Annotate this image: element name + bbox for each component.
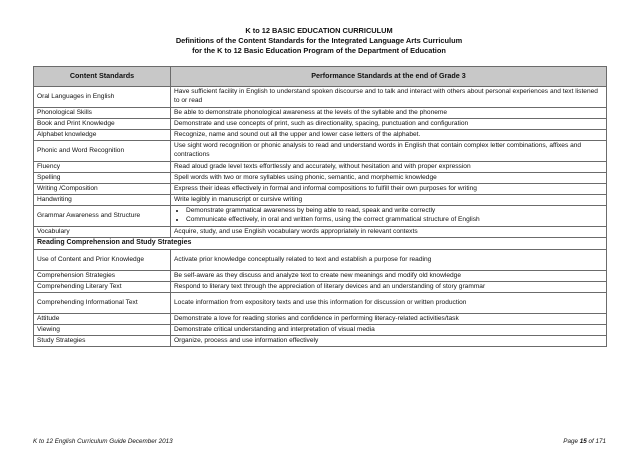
table-row <box>34 141 607 162</box>
standard-cell: Handwriting <box>34 195 171 206</box>
page-prefix: Page <box>563 438 578 445</box>
standard-cell: Writing /Composition <box>34 184 171 195</box>
header-subtitle-2: for the K to 12 Basic Education Program of the Department of Education <box>192 46 446 55</box>
standard-cell: Viewing <box>34 325 171 336</box>
table-row <box>34 227 607 238</box>
table-row <box>34 336 607 347</box>
bullet-item: • Communicate effectively, in oral and written forms, using the correct grammatical structure of English <box>186 216 603 225</box>
table-row <box>34 325 607 336</box>
table-row <box>34 293 607 314</box>
performance-cell: Demonstrate and use concepts of print, such as directionality, spacing, punctuation and configuration <box>171 119 607 130</box>
table-row <box>34 162 607 173</box>
performance-cell <box>171 206 607 227</box>
standard-cell: Alphabet knowledge <box>34 130 171 141</box>
table-row <box>34 282 607 293</box>
performance-cell: Demonstrate a love for reading stories and confidence in performing literacy-related activities/task <box>171 314 607 325</box>
standard-cell: Oral Languages in English <box>34 87 171 108</box>
performance-cell: Have sufficient facility in English to understand spoken discourse and to talk and interact with others about personal experiences and text listened to or read <box>171 87 607 108</box>
performance-cell: Write legibly in manuscript or cursive writing <box>171 195 607 206</box>
standard-cell: Fluency <box>34 162 171 173</box>
table-row <box>34 314 607 325</box>
table-row <box>34 130 607 141</box>
table-row <box>34 250 607 271</box>
performance-cell: Use sight word recognition or phonic analysis to read and understand words in English that contain complex letter combinations, affixes and contractions <box>171 141 607 162</box>
performance-cell: Demonstrate critical understanding and interpretation of visual media <box>171 325 607 336</box>
page-total: of 171 <box>588 438 606 445</box>
performance-cell: Be able to demonstrate phonological awareness at the levels of the syllable and the phoneme <box>171 108 607 119</box>
performance-cell: Read aloud grade level texts effortlessly and accurately, without hesitation and with proper expression <box>171 162 607 173</box>
standard-cell: Phonological Skills <box>34 108 171 119</box>
table-row <box>34 173 607 184</box>
page-current: 15 <box>579 438 587 445</box>
document-header <box>0 26 638 56</box>
standard-cell: Comprehending Informational Text <box>34 293 171 314</box>
table-row <box>34 195 607 206</box>
standard-cell: Book and Print Knowledge <box>34 119 171 130</box>
standard-cell: Attitude <box>34 314 171 325</box>
performance-cell: Be self-aware as they discuss and analyze text to create new meanings and modify old knowledge <box>171 271 607 282</box>
table-row <box>34 87 607 108</box>
standard-cell: Comprehending Literary Text <box>34 282 171 293</box>
performance-cell: Respond to literary text through the appreciation of literary devices and an understanding of story grammar <box>171 282 607 293</box>
table-row <box>34 184 607 195</box>
table-row <box>34 108 607 119</box>
standard-cell: Grammar Awareness and Structure <box>34 206 171 227</box>
performance-cell: Express their ideas effectively in formal and informal compositions to fulfill their own purposes for writing <box>171 184 607 195</box>
bullet-item: • Demonstrate grammatical awareness by being able to read, speak and write correctly <box>186 207 603 216</box>
table-row <box>34 119 607 130</box>
performance-cell: Locate information from expository texts and use this information for discussion or written production <box>171 293 607 314</box>
standard-cell: Spelling <box>34 173 171 184</box>
table-row <box>34 271 607 282</box>
section-title: Reading Comprehension and Study Strategies <box>34 238 607 250</box>
page-number <box>563 438 606 445</box>
performance-cell: Organize, process and use information effectively <box>171 336 607 347</box>
standard-cell: Vocabulary <box>34 227 171 238</box>
performance-cell: Activate prior knowledge conceptually related to text and establish a purpose for reading <box>171 250 607 271</box>
header-title: K to 12 BASIC EDUCATION CURRICULUM <box>245 26 393 35</box>
standard-cell: Use of Content and Prior Knowledge <box>34 250 171 271</box>
standard-cell: Study Strategies <box>34 336 171 347</box>
header-subtitle-1: Definitions of the Content Standards for the Integrated Language Arts Curriculum <box>175 36 463 45</box>
performance-standards-header: Performance Standards at the end of Grade 3 <box>171 67 607 87</box>
performance-cell: Recognize, name and sound out all the upper and lower case letters of the alphabet. <box>171 130 607 141</box>
content-standards-header: Content Standards <box>34 67 171 87</box>
performance-cell: Acquire, study, and use English vocabulary words appropriately in relevant contexts <box>171 227 607 238</box>
table-row <box>34 206 607 227</box>
table-header-row <box>34 67 607 87</box>
performance-cell: Spell words with two or more syllables using phonic, semantic, and morphemic knowledge <box>171 173 607 184</box>
standard-cell: Phonic and Word Recognition <box>34 141 171 162</box>
section-row <box>34 238 607 250</box>
footer-guide-title: K to 12 English Curriculum Guide December 2013 <box>33 438 173 445</box>
standard-cell: Comprehension Strategies <box>34 271 171 282</box>
standards-table <box>33 66 607 347</box>
bullet-list <box>174 207 603 225</box>
